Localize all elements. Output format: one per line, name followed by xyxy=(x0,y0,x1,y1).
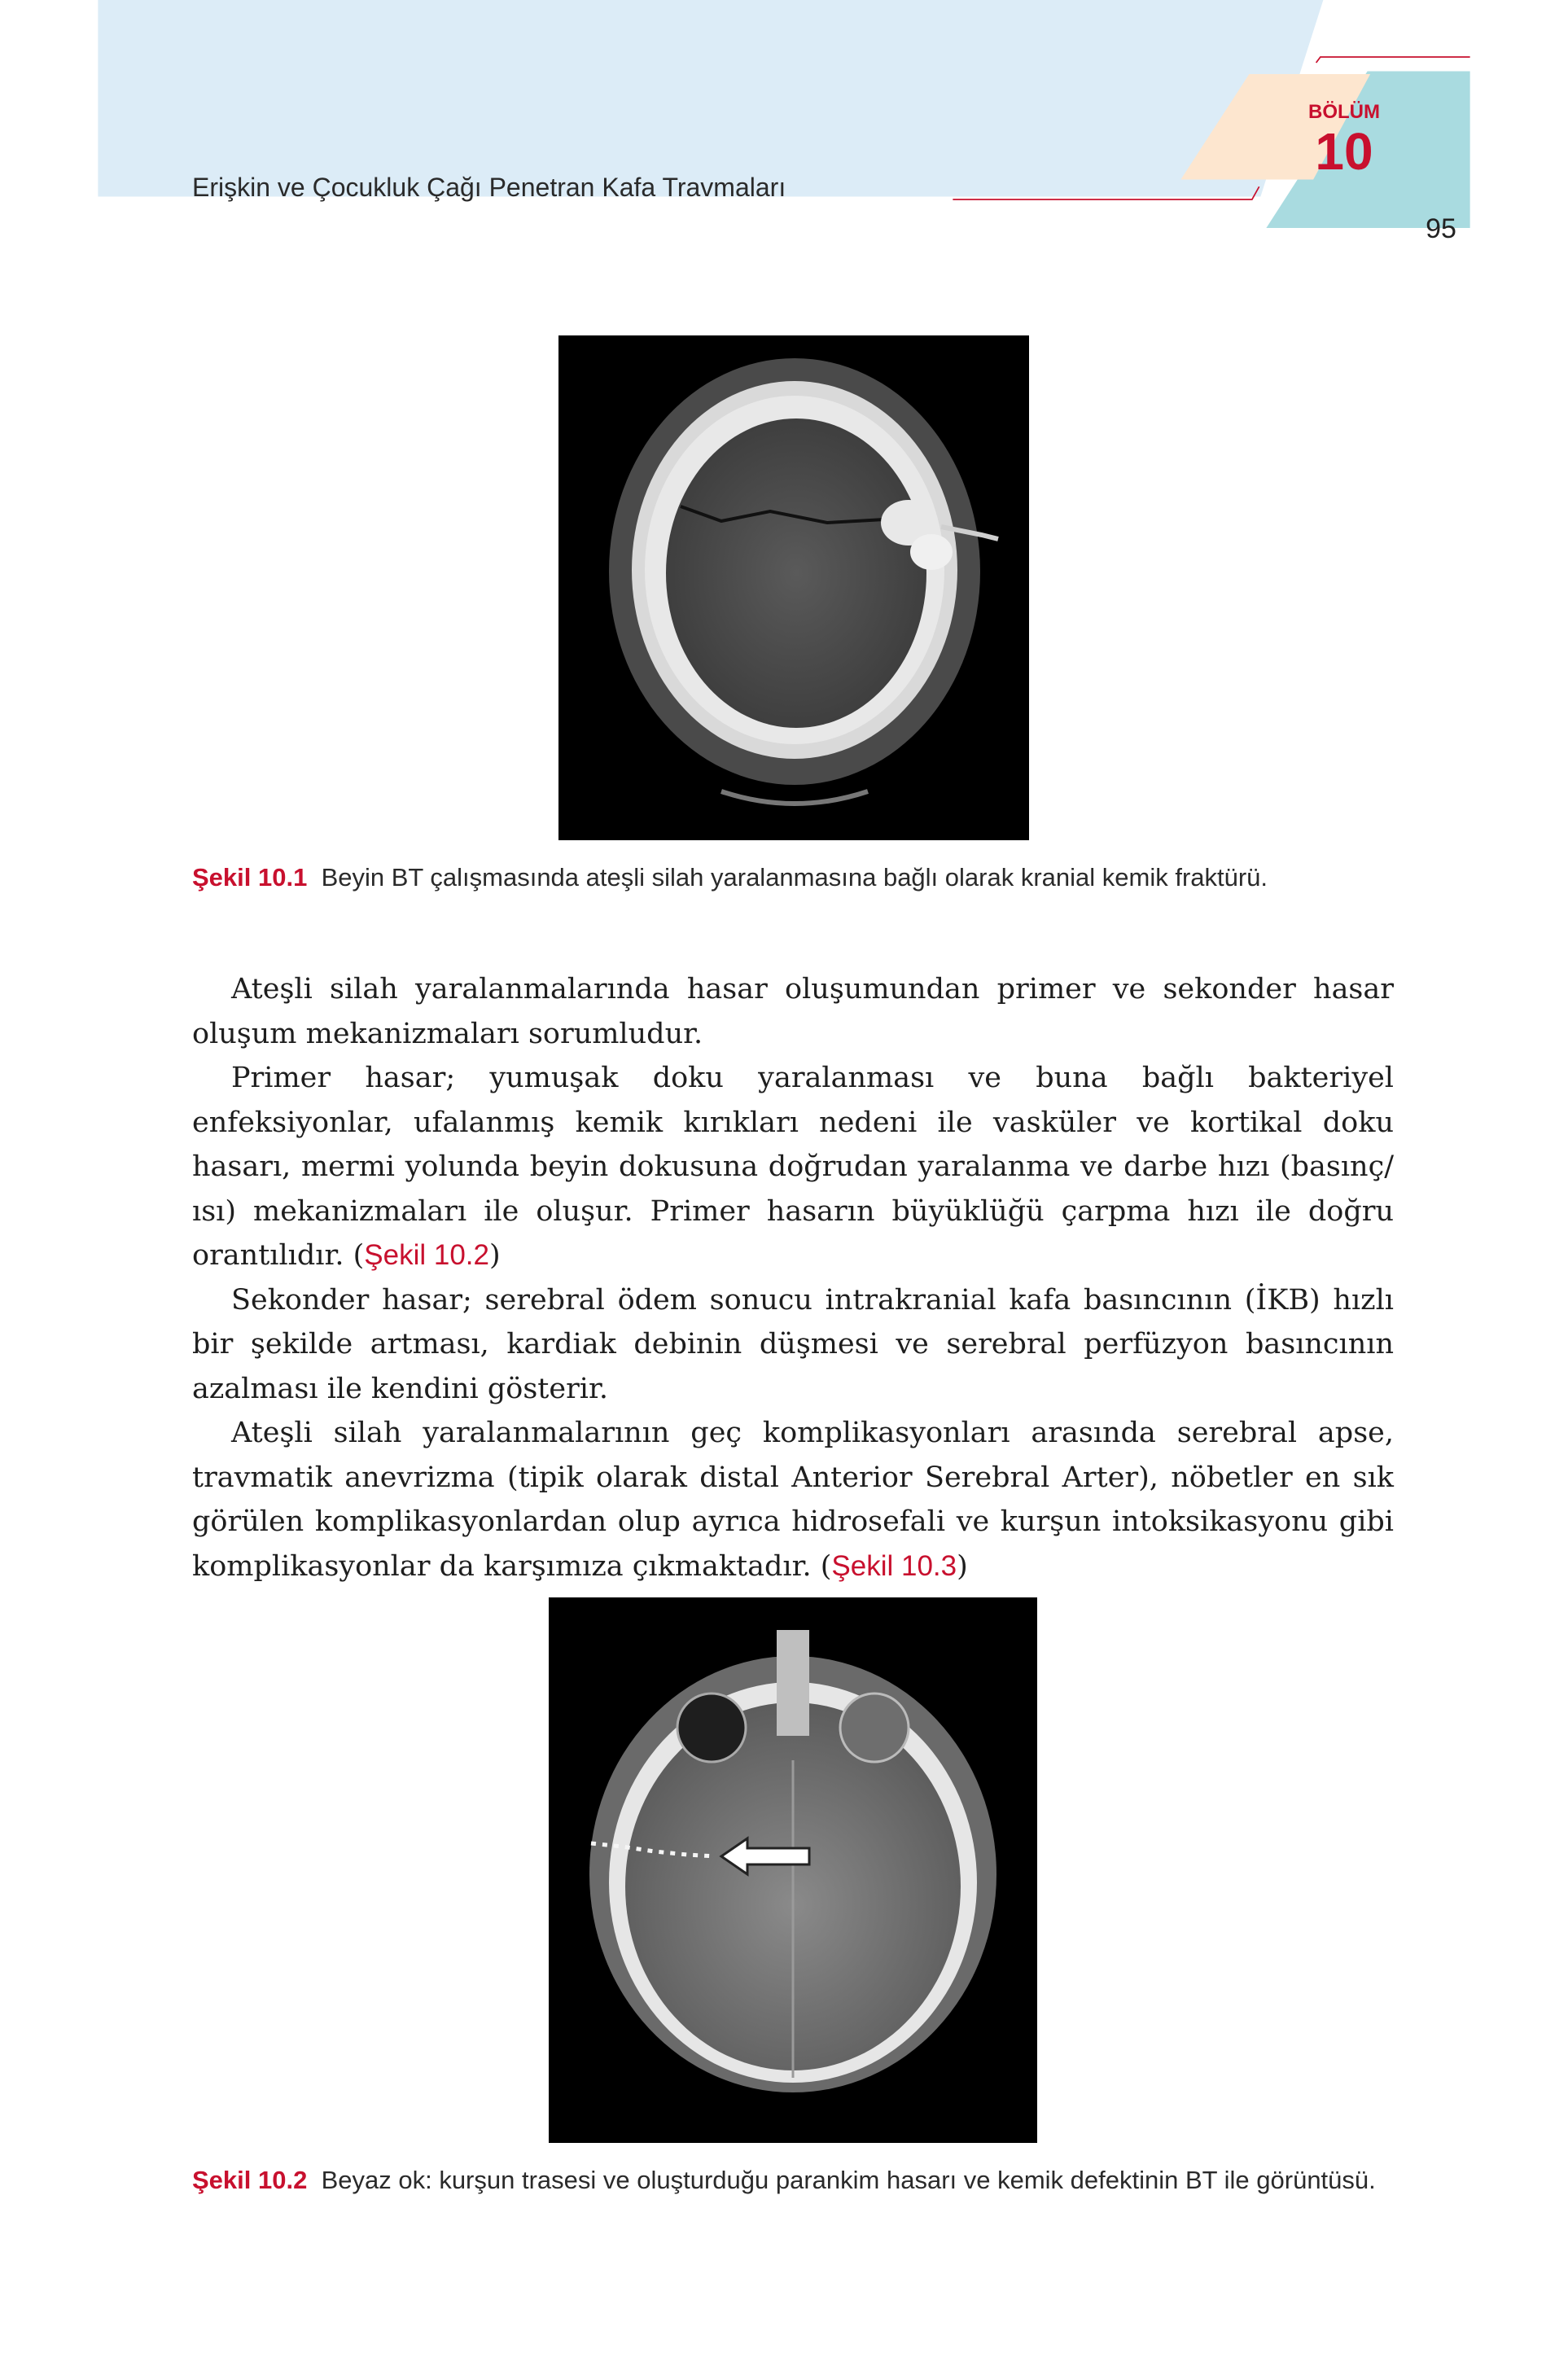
figure-10-1-ct-image xyxy=(558,335,1029,840)
paragraph-1: Ateşli silah yaralanmalarında hasar oluşumundan primer ve sekonder hasar oluşum mekanizmaları sorumludur. xyxy=(192,973,1394,1050)
figure-10-1-caption xyxy=(192,863,1268,892)
figure-10-1-caption-text: Beyin BT çalışmasında ateşli silah yaralanmasına bağlı olarak kranial kemik fraktürü. xyxy=(321,863,1268,892)
paragraph-4-ref-open: ( xyxy=(820,1549,832,1583)
chapter-number: 10 xyxy=(1315,122,1373,181)
running-title: Erişkin ve Çocukluk Çağı Penetran Kafa Travmaları xyxy=(192,173,786,202)
figure-10-2-ct-image xyxy=(549,1597,1037,2143)
chapter-label: BÖLÜM xyxy=(1308,101,1380,123)
figure-10-3-reference[interactable]: Şekil 10.3 xyxy=(831,1549,957,1582)
paragraph-4-ref-close: ) xyxy=(957,1549,968,1583)
figure-10-2-reference[interactable]: Şekil 10.2 xyxy=(364,1239,489,1271)
header-accent-line-top xyxy=(1316,57,1470,63)
page-number: 95 xyxy=(1426,213,1456,244)
figure-10-1-caption-label: Şekil 10.1 xyxy=(192,863,308,892)
figure-10-2-caption xyxy=(192,2166,1376,2195)
paragraph-3: Sekonder hasar; serebral ödem sonucu intrakranial kafa basıncının (İKB) hızlı bir şekilde artması, kardiak debinin düşmesi ve serebral perfüzyon basıncının azalması ile kendini gösterir. xyxy=(192,1283,1394,1405)
figure-10-2-caption-text: Beyaz ok: kurşun trasesi ve oluşturduğu parankim hasarı ve kemik defektinin BT ile görüntüsü. xyxy=(321,2166,1376,2194)
header-background xyxy=(98,0,1323,197)
paragraph-2-ref-close: ) xyxy=(488,1239,501,1272)
paragraph-2-ref-open: ( xyxy=(353,1239,365,1272)
body-text xyxy=(192,967,1394,1588)
paragraph-2 xyxy=(192,1056,1394,1278)
paragraph-4 xyxy=(192,1411,1394,1588)
paragraph-2-text: Primer hasar; yumuşak doku yaralanması ve buna bağlı bakteriyel enfeksiyonlar, ufalanmış kemik kırıkları nedeni ile vasküler ve kortikal doku hasarı, mermi yolunda beyin dokusuna doğrudan yaralanma ve darbe hızı (basınç/ısı) mekanizmaları ile oluşur. Primer hasarın büyüklüğü çarpma hızı ile doğru orantılıdır. xyxy=(192,1062,1394,1272)
paragraph-4-text: Ateşli silah yaralanmalarının geç komplikasyonları arasında serebral apse, travmatik anevrizma (tipik olarak distal Anterior Serebral Arter), nöbetler en sık görülen komplikasyonlardan olup ayrıca hidrosefali ve kurşun intoksikasyonu gibi komplikasyonlar da karşımıza çıkmaktadır. xyxy=(192,1417,1394,1583)
figure-10-2-caption-label: Şekil 10.2 xyxy=(192,2166,308,2194)
